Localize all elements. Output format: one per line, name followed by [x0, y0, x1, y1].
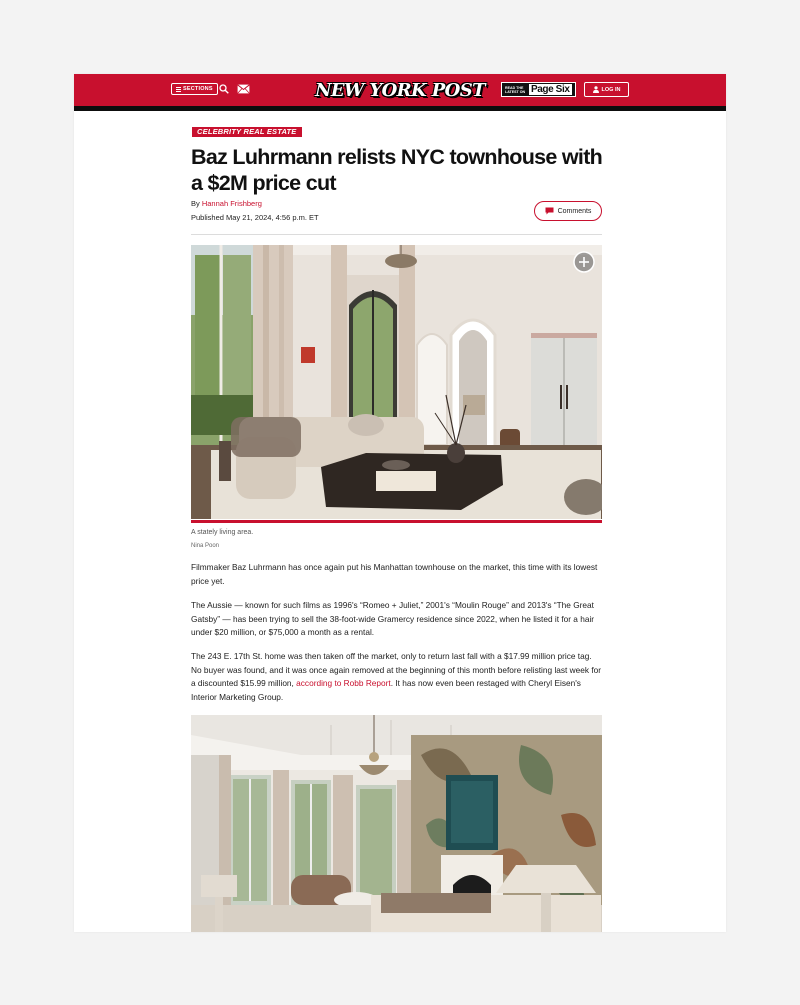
sections-label: SECTIONS — [183, 86, 213, 92]
byline — [191, 199, 262, 208]
article-headline: Baz Luhrmann relists NYC townhouse with a $2M price cut — [191, 145, 603, 195]
hamburger-icon — [176, 87, 181, 92]
search-icon[interactable] — [219, 84, 229, 94]
photo-accent-rule — [191, 520, 602, 523]
published-timestamp: Published May 21, 2024, 4:56 p.m. ET — [191, 213, 319, 222]
pagesix-promo[interactable] — [501, 82, 576, 97]
pagesix-logo-text: Page Six — [531, 84, 570, 95]
article-paragraph: Filmmaker Baz Luhrmann has once again put his Manhattan townhouse on the market, this time with its lowest price yet. — [191, 562, 598, 586]
user-icon — [593, 86, 599, 93]
robb-report-link[interactable]: according to Robb Report — [296, 678, 391, 688]
login-button[interactable] — [584, 82, 629, 97]
nypost-logo[interactable]: NEW YORK POST — [315, 79, 485, 101]
comment-bubble-icon — [545, 207, 554, 215]
masthead — [74, 74, 726, 111]
image-credit: Nina Poon — [191, 543, 220, 549]
expand-image-icon[interactable] — [573, 251, 595, 273]
header-divider — [191, 234, 602, 235]
paragraph-text: The 243 E. 17th St. home was then taken off the market, only to return last fall with a $17.99 million price tag. No buyer was found, and it was once again removed at the beginning of this month before relisting last week for a discounted $15.99 million, — [191, 651, 602, 688]
comments-button[interactable] — [534, 201, 602, 221]
living-room-photo[interactable] — [191, 245, 602, 519]
byline-prefix: By — [191, 199, 202, 208]
category-kicker[interactable]: CELEBRITY REAL ESTATE — [192, 127, 302, 137]
login-label: LOG IN — [601, 86, 621, 93]
pagesix-small-text: READ THE LATEST ON — [505, 85, 526, 94]
bedroom-photo[interactable] — [191, 715, 602, 932]
browser-page — [74, 74, 726, 932]
paragraph-text: . It has now even been restaged with Cheryl Eisen's Interior Marketing Group. — [191, 678, 581, 702]
sections-button[interactable] — [171, 83, 218, 95]
mail-icon[interactable] — [237, 84, 250, 94]
article-paragraph — [191, 650, 603, 704]
comments-label: Comments — [557, 207, 592, 215]
author-link[interactable]: Hannah Frishberg — [201, 199, 262, 208]
article-paragraph: The Aussie — known for such films as 1996's “Romeo + Juliet,” 2001's “Moulin Rouge” and 2013's “The Great Gatsby” — has been trying to sell the 38-foot-wide Gramercy residence since 2022, when he listed it for a hair under $20 million, or $75,000 a month as a rental. — [191, 600, 595, 637]
image-caption: A stately living area. — [191, 529, 254, 536]
